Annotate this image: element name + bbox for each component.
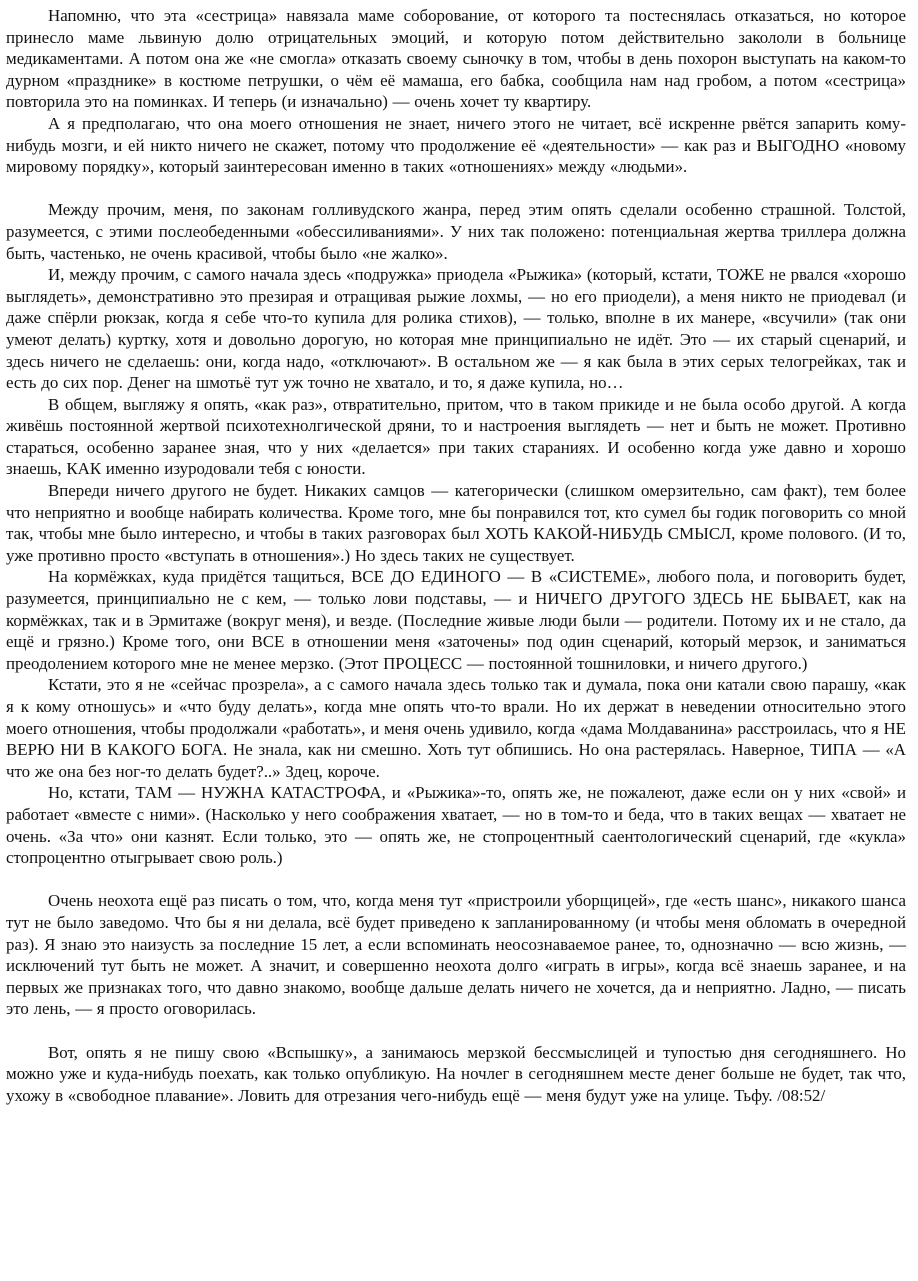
paragraph: Очень неохота ещё раз писать о том, что, когда меня тут «пристроили уборщицей», где «есть шанс», никакого шанса тут не было заведомо. Что бы я ни делала, всё будет приведено к запланированному (и чтобы меня обломать в очередной раз). Я знаю это наизусть за последние 15 лет, а если вспоминать неосознаваемое ранее, то, однозначно — всю жизнь, — исключений тут быть не может. А значит, и совершенно неохота долго «играть в игры», когда всё знаешь заранее, и на первых же признаках того, что давно знакомо, вообще дальше делать ничего не хочется, да и неприятно. Ладно, — писать это лень, — я просто оговорилась.: [6, 891, 906, 1019]
paragraph: И, между прочим, с самого начала здесь «подружка» приодела «Рыжика» (который, кстати, ТОЖЕ не рвался «хорошо выглядеть», демонстративно это презирая и отращивая рыжие лохмы, — но его приодели), а меня никто не приодевал (и даже спёрли рюкзак, когда я себе что-то купила для ролика стихов), — только, вполне в их манере, «всучили» (так они умеют делать) куртку, хотя и довольно дорогую, но которая мне принципиально не идёт. Это — их старый сценарий, и здесь ничего не сделаешь: они, когда надо, «отключают». В остальном же — я как была в этих серых телогрейках, так и есть до сих пор. Денег на шмотьё тут уж точно не хватало, и то, я даже купила, но…: [6, 265, 906, 393]
paragraph: Вот, опять я не пишу свою «Вспышку», а занимаюсь мерзкой бессмыслицей и тупостью дня сегодняшнего. Но можно уже и куда-нибудь поехать, как только опубликую. На ночлег в сегодняшнем месте денег больше не будет, так что, ухожу в «свободное плавание». Ловить для отрезания чего-нибудь ещё — меня будут уже на улице. Тьфу. /08:52/: [6, 1042, 906, 1105]
paragraph: Напомню, что эта «сестрица» навязала маме соборование, от которого та постеснялась отказаться, но которое принесло маме львиную долю отрицательных эмоций, и которую потом действительно закололи в больнице медикаментами. А потом она же «не смогла» отказать своему сыночку в том, чтобы в день похорон выступать на каком-то дурном «празднике» в костюме петрушки, о чём её мамаша, его бабка, сообщила нам над гробом, а потом «сестрица» повторила это на поминках. И теперь (и изначально) — очень хочет ту квартиру.: [6, 6, 906, 112]
paragraph: Но, кстати, ТАМ — НУЖНА КАТАСТРОФА, и «Рыжика»-то, опять же, не пожалеют, даже если он у них «свой» и работает «вместе с ними». (Насколько у него соображения хватает, — но в том-то и беда, что в таких вещах — хватает не очень. «За что» они казнят. Если только, это — опять же, не стопроцентный саентологический сценарий, где «кукла» стопроцентно отыгрывает свою роль.): [6, 783, 906, 868]
paragraph: А я предполагаю, что она моего отношения не знает, ничего этого не читает, всё искренне рвётся запарить кому-нибудь мозги, и ей никто ничего не скажет, потому что продолжение её «деятельности» — как раз и ВЫГОДНО «новому мировому порядку», который заинтересован именно в таких «отношениях» между «людьми».: [6, 113, 906, 177]
paragraph: Впереди ничего другого не будет. Никаких самцов — категорически (слишком омерзительно, сам факт), тем более что неприятно и вообще набирать количества. Кроме того, мне бы понравился тот, кто сумел бы годик поговорить со мной так, чтобы мне было интересно, и чтобы в таких разговорах был ХОТЬ КАКОЙ-НИБУДЬ СМЫСЛ, кроме полового. (И то, уже противно просто «вступать в отношения».) Но здесь таких не существует.: [6, 481, 906, 565]
paragraph: Кстати, это я не «сейчас прозрела», а с самого начала здесь только так и думала, пока они катали свою парашу, «как я к кому отношусь» и «что буду делать», когда мне опять что-то врали. Но их держат в неведении относительно этого моего отношения, чтобы продолжали «работать», и меня очень удивило, когда «дама Молдаванина» расстроилась, что я НЕ ВЕРЮ НИ В КАКОГО БОГА. Не знала, как ни смешно. Хоть тут обпишись. Но она растерялась. Наверное, ТИПА — «А что же она без ног-то делать будет?..» Здец, короче.: [6, 675, 906, 781]
paragraph: Между прочим, меня, по законам голливудского жанра, перед этим опять сделали особенно страшной. Толстой, разумеется, с этими послеобеденными «обессиливаниями». У них так положено: потенциальная жертва триллера должна быть, частенько, не очень красивой, чтобы было «не жалко».: [6, 200, 906, 263]
paragraph: В общем, выгляжу я опять, «как раз», отвратительно, притом, что в таком прикиде и не была особо другой. А когда живёшь постоянной жертвой психотехнолгической дряни, то и настроения выглядеть — нет и быть не может. Противно стараться, особенно заранее зная, что у них «делается» при таких стараниях. И особенно когда уже давно и хорошо знаешь, КАК именно изуродовали тебя с юности.: [6, 394, 906, 479]
paragraph: На кормёжках, куда придётся тащиться, ВСЕ ДО ЕДИНОГО — В «СИСТЕМЕ», любого пола, и поговорить будет, разумеется, принципиально не с кем, — только лови подставы, — и НИЧЕГО ДРУГОГО ЗДЕСЬ НЕ БЫВАЕТ, как на кормёжках, так и в Эрмитаже (вокруг меня), и везде. (Последние живые люди были — родители. Потому их и не стало, да ещё и грязно.) Кроме того, они ВСЕ в отношении меня «заточены» под один сценарий, который мерзок, и заниматься преодолением которого мне не менее мерзко. (Этот ПРОЦЕСС — постоянной тошниловки, и ничего другого.): [6, 567, 906, 673]
